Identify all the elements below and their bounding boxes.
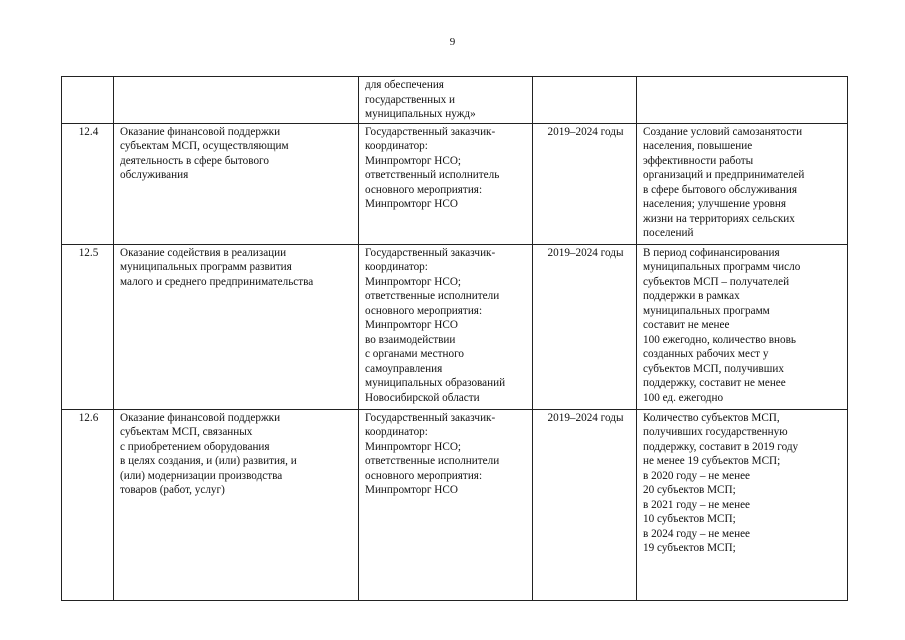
cell-line: в 2024 году – не менее [643, 527, 751, 540]
cell-line: ответственный исполнитель [365, 169, 500, 181]
page-number: 9 [449, 36, 456, 48]
cell-line: основного мероприятия: [365, 183, 483, 196]
cell-period [533, 77, 637, 124]
measures-table [61, 76, 848, 601]
cell-line: с органами местного [365, 348, 464, 360]
cell-result [637, 409, 848, 600]
cell-result [637, 244, 848, 409]
cell-line: поддержку, составит в 2019 году [643, 440, 799, 453]
cell-measure-name [114, 409, 359, 600]
cell-line: эффективности работы [643, 154, 754, 167]
cell-number: 12.5 [62, 244, 114, 409]
cell-line: В период софинансирования [643, 246, 780, 259]
cell-line: основного мероприятия: [365, 469, 483, 482]
cell-responsible [359, 244, 533, 409]
cell-period: 2019–2024 годы [533, 244, 637, 409]
cell-line: Минпромторг НСО; [365, 440, 462, 453]
cell-measure-name [114, 244, 359, 409]
cell-result [637, 123, 848, 244]
cell-line: муниципальных программ [643, 304, 770, 317]
cell-line: организаций и предпринимателей [643, 169, 805, 181]
cell-line: Новосибирской области [365, 391, 480, 404]
cell-line: в целях создания, и (или) развития, и [120, 455, 297, 467]
cell-measure-name [114, 123, 359, 244]
cell-line: населения; улучшение уровня [643, 198, 787, 210]
cell-line: государственных и [365, 93, 456, 106]
cell-line: 20 субъектов МСП; [643, 484, 736, 496]
cell-line: координатор: [365, 426, 428, 438]
cell-line: ответственные исполнители [365, 290, 500, 302]
cell-line: малого и среднего предпринимательства [120, 275, 314, 288]
cell-line: с приобретением оборудования [120, 440, 270, 453]
cell-line: поддержки в рамках [643, 290, 740, 302]
cell-line: 19 субъектов МСП; [643, 542, 736, 554]
cell-line: Минпромторг НСО [365, 319, 458, 331]
cell-line: субъектам МСП, связанных [120, 426, 253, 438]
cell-line: в сфере бытового обслуживания [643, 183, 798, 196]
cell-line: координатор: [365, 261, 428, 273]
table-row [62, 409, 848, 600]
cell-line: Минпромторг НСО [365, 198, 458, 210]
cell-line: для обеспечения [365, 79, 444, 91]
cell-line: Количество субъектов МСП, [643, 411, 780, 424]
cell-line: созданных рабочих мест у [643, 348, 769, 360]
cell-line: Государственный заказчик- [365, 411, 496, 424]
cell-responsible [359, 123, 533, 244]
cell-line: координатор: [365, 140, 428, 152]
cell-line: муниципальных программ развития [120, 261, 292, 273]
cell-line: ответственные исполнители [365, 455, 500, 467]
cell-line: Государственный заказчик- [365, 246, 496, 259]
cell-line: субъектов МСП, получивших [643, 362, 784, 375]
cell-line: Государственный заказчик- [365, 125, 496, 138]
cell-line: (или) модернизации производства [120, 469, 283, 482]
cell-number [62, 77, 114, 124]
cell-line: Оказание финансовой поддержки [120, 411, 281, 424]
cell-number: 12.4 [62, 123, 114, 244]
cell-line: в 2021 году – не менее [643, 498, 751, 511]
cell-period: 2019–2024 годы [533, 409, 637, 600]
cell-line: Оказание содействия в реализации [120, 246, 287, 259]
cell-line: поддержку, составит не менее [643, 377, 786, 389]
cell-line: муниципальных образований [365, 377, 506, 389]
cell-line: составит не менее [643, 319, 730, 331]
table-row [62, 77, 848, 124]
table-row [62, 123, 848, 244]
cell-line: муниципальных нужд» [365, 108, 476, 120]
cell-measure-name [114, 77, 359, 124]
cell-line: 100 ежегодно, количество вновь [643, 333, 796, 346]
cell-line: не менее 19 субъектов МСП; [643, 455, 781, 467]
table-row [62, 244, 848, 409]
cell-line: муниципальных программ число [643, 261, 801, 273]
cell-responsible [359, 409, 533, 600]
cell-responsible [359, 77, 533, 124]
cell-line: поселений [643, 227, 694, 239]
cell-line: Создание условий самозанятости [643, 125, 803, 138]
cell-line: субъектов МСП – получателей [643, 275, 790, 288]
cell-period: 2019–2024 годы [533, 123, 637, 244]
cell-line: Минпромторг НСО; [365, 154, 462, 167]
cell-number: 12.6 [62, 409, 114, 600]
cell-line: деятельность в сфере бытового [120, 154, 269, 167]
cell-line: Минпромторг НСО; [365, 275, 462, 288]
cell-line: в 2020 году – не менее [643, 469, 751, 482]
cell-line: населения, повышение [643, 140, 753, 152]
cell-line: жизни на территориях сельских [643, 212, 795, 225]
cell-line: товаров (работ, услуг) [120, 484, 225, 496]
cell-line: субъектам МСП, осуществляющим [120, 140, 289, 152]
cell-line: Оказание финансовой поддержки [120, 125, 281, 138]
cell-line: основного мероприятия: [365, 304, 483, 317]
cell-line: получивших государственную [643, 426, 788, 438]
cell-line: 10 субъектов МСП; [643, 513, 736, 525]
cell-line: самоуправления [365, 362, 443, 375]
cell-line: во взаимодействии [365, 333, 456, 346]
cell-line: Минпромторг НСО [365, 484, 458, 496]
cell-line: обслуживания [120, 169, 189, 181]
cell-line: 100 ед. ежегодно [643, 391, 724, 404]
cell-result [637, 77, 848, 124]
